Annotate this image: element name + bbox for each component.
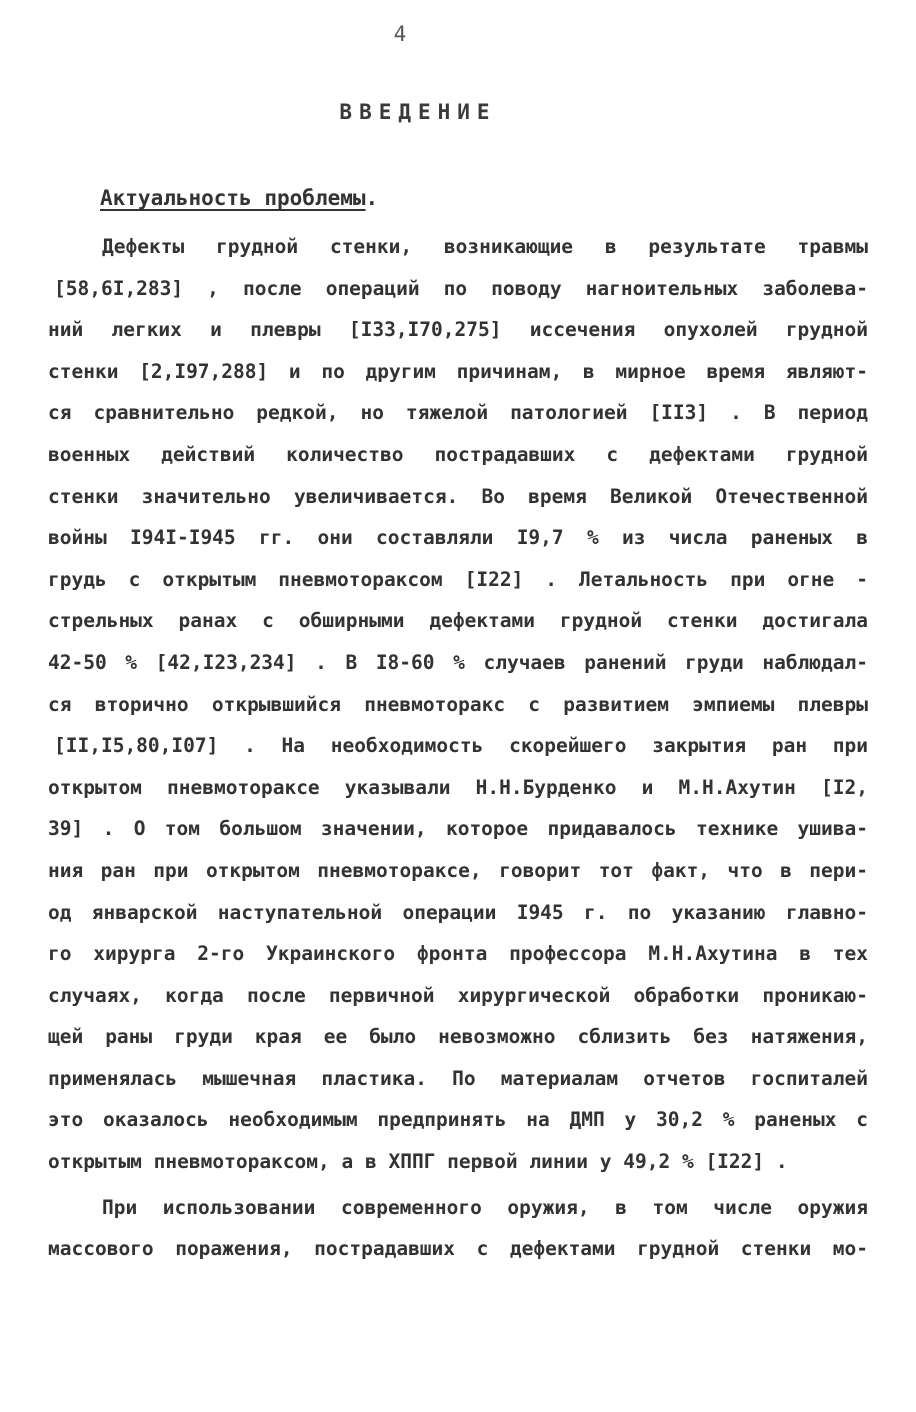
text-line: открытом пневмотораксе указывали Н.Н.Бурденко и М.Н.Ахутин [I2, <box>48 775 868 799</box>
text-line: стенки значительно увеличивается. Во время Великой Отечественной <box>48 484 868 508</box>
text-line: ния ран при открытом пневмотораксе, говорит тот факт, что в пери- <box>48 858 868 882</box>
text-line: массового поражения, пострадавших с дефектами грудной стенки мо- <box>48 1237 868 1261</box>
text-line: случаях, когда после первичной хирургической обработки проникаю- <box>48 983 868 1007</box>
text-line: ся сравнительно редкой, но тяжелой патологией [II3] . В период <box>48 401 868 425</box>
text-line: 39] . О том большом значении, которое придавалось технике ушива- <box>48 817 868 841</box>
text-line: применялась мышечная пластика. По материалам отчетов госпиталей <box>48 1066 868 1090</box>
subheading-period: . <box>365 186 379 210</box>
subheading <box>100 186 378 210</box>
body-text <box>48 226 868 1270</box>
text-line: стрельных ранах с обширными дефектами грудной стенки достигала <box>48 609 868 633</box>
text-line: это оказалось необходимым предпринять на ДМП у 30,2 % раненых с <box>48 1108 868 1132</box>
text-line: Дефекты грудной стенки, возникающие в результате травмы <box>102 235 868 258</box>
subheading-text: Актуальность проблемы <box>100 186 366 210</box>
text-line: ний легких и плевры [I33,I70,275] иссечения опухолей грудной <box>48 318 868 342</box>
text-line: [58,6I,283] , после операций по поводу нагноительных заболева- <box>54 276 868 300</box>
text-line: открытым пневмотораксом, а в ХППГ первой линии у 49,2 % [I22] . <box>48 1150 788 1174</box>
text-line: щей раны груди края ее было невозможно сблизить без натяжения, <box>48 1025 868 1049</box>
text-line: [II,I5,80,I07] . На необходимость скорейшего закрытия ран при <box>54 734 868 758</box>
section-title: ВВЕДЕНИЕ <box>339 100 497 124</box>
text-line: войны I94I-I945 гг. они составляли I9,7 % из числа раненых в <box>48 526 868 550</box>
text-line: стенки [2,I97,288] и по другим причинам, в мирное время являют- <box>48 359 868 383</box>
text-line: го хирурга 2-го Украинского фронта профессора М.Н.Ахутина в тех <box>48 942 868 966</box>
text-line: 42-50 % [42,I23,234] . В I8-60 % случаев ранений груди наблюдал- <box>48 650 868 674</box>
text-line: ся вторично открывшийся пневмоторакс с развитием эмпиемы плевры <box>48 692 868 716</box>
text-line: од январской наступательной операции I945 г. по указанию главно- <box>48 900 868 924</box>
text-line: грудь с открытым пневмотораксом [I22] . Летальность при огне - <box>48 567 868 591</box>
text-line: военных действий количество пострадавших с дефектами грудной <box>48 442 868 466</box>
page-number: 4 <box>393 22 407 46</box>
text-line: При использовании современного оружия, в том числе оружия <box>102 1195 868 1219</box>
